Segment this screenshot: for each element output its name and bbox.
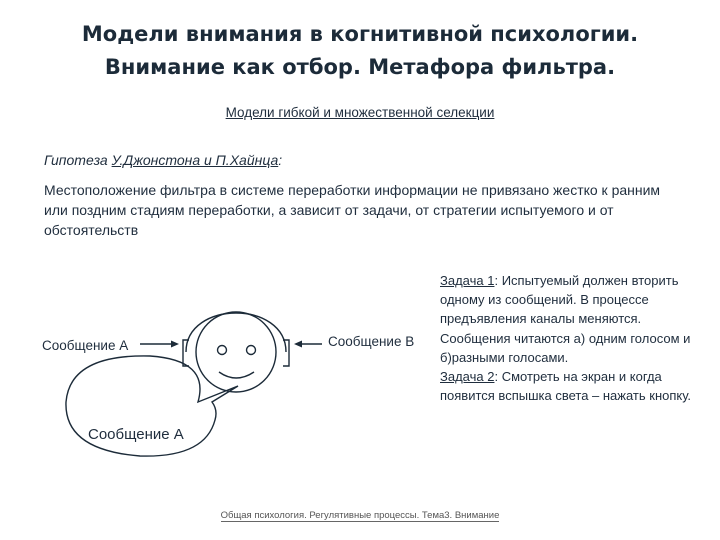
left-eye (218, 346, 227, 355)
task1-label: Задача 1 (440, 273, 495, 288)
task2-label: Задача 2 (440, 369, 495, 385)
hypothesis-paragraph: Местоположение фильтра в системе переработки информации не привязано жестко к ранним или поздним стадиям переработки, а зависит от задачи, от стратегии испытуемого и от обстоятельств (44, 182, 661, 238)
footer (0, 510, 720, 521)
arrow-left-head (171, 341, 179, 348)
right-eye (247, 346, 256, 355)
subtitle-text: Модели гибкой и множественной селекции (225, 105, 495, 120)
title-line-2: Внимание как отбор. Метафора фильтра. (104, 55, 616, 79)
task2-text: : Смотреть на экран и когда появится вспышка света – нажать кнопку. (440, 369, 692, 404)
hypothesis-authors: У.Джонстона и П.Хайнца (111, 152, 279, 168)
smile (219, 372, 254, 378)
head-circle (196, 312, 276, 392)
footer-text: Общая психология. Регулятивные процессы. Тема3. Внимание (220, 510, 500, 521)
speech-bubble-label: Сообщение А (88, 426, 184, 443)
headphone-left-cup (183, 340, 189, 366)
message-a-left-label: Сообщение А (42, 338, 129, 353)
hypothesis-suffix: : (278, 152, 283, 168)
headphone-right-cup (283, 340, 289, 366)
title-line-1: Модели внимания в когнитивной психологии. (81, 22, 639, 46)
hypothesis-prefix: Гипотеза (44, 152, 112, 168)
message-b-label: Сообщение В (328, 334, 415, 349)
tasks-block (440, 271, 700, 405)
arrow-right-head (294, 341, 302, 348)
task1-text: : Испытуемый должен вторить одному из сообщений. В процессе предъявления каналы меняются. Сообщения читаются а) одним голосом и б)разными голосами. (440, 273, 691, 365)
